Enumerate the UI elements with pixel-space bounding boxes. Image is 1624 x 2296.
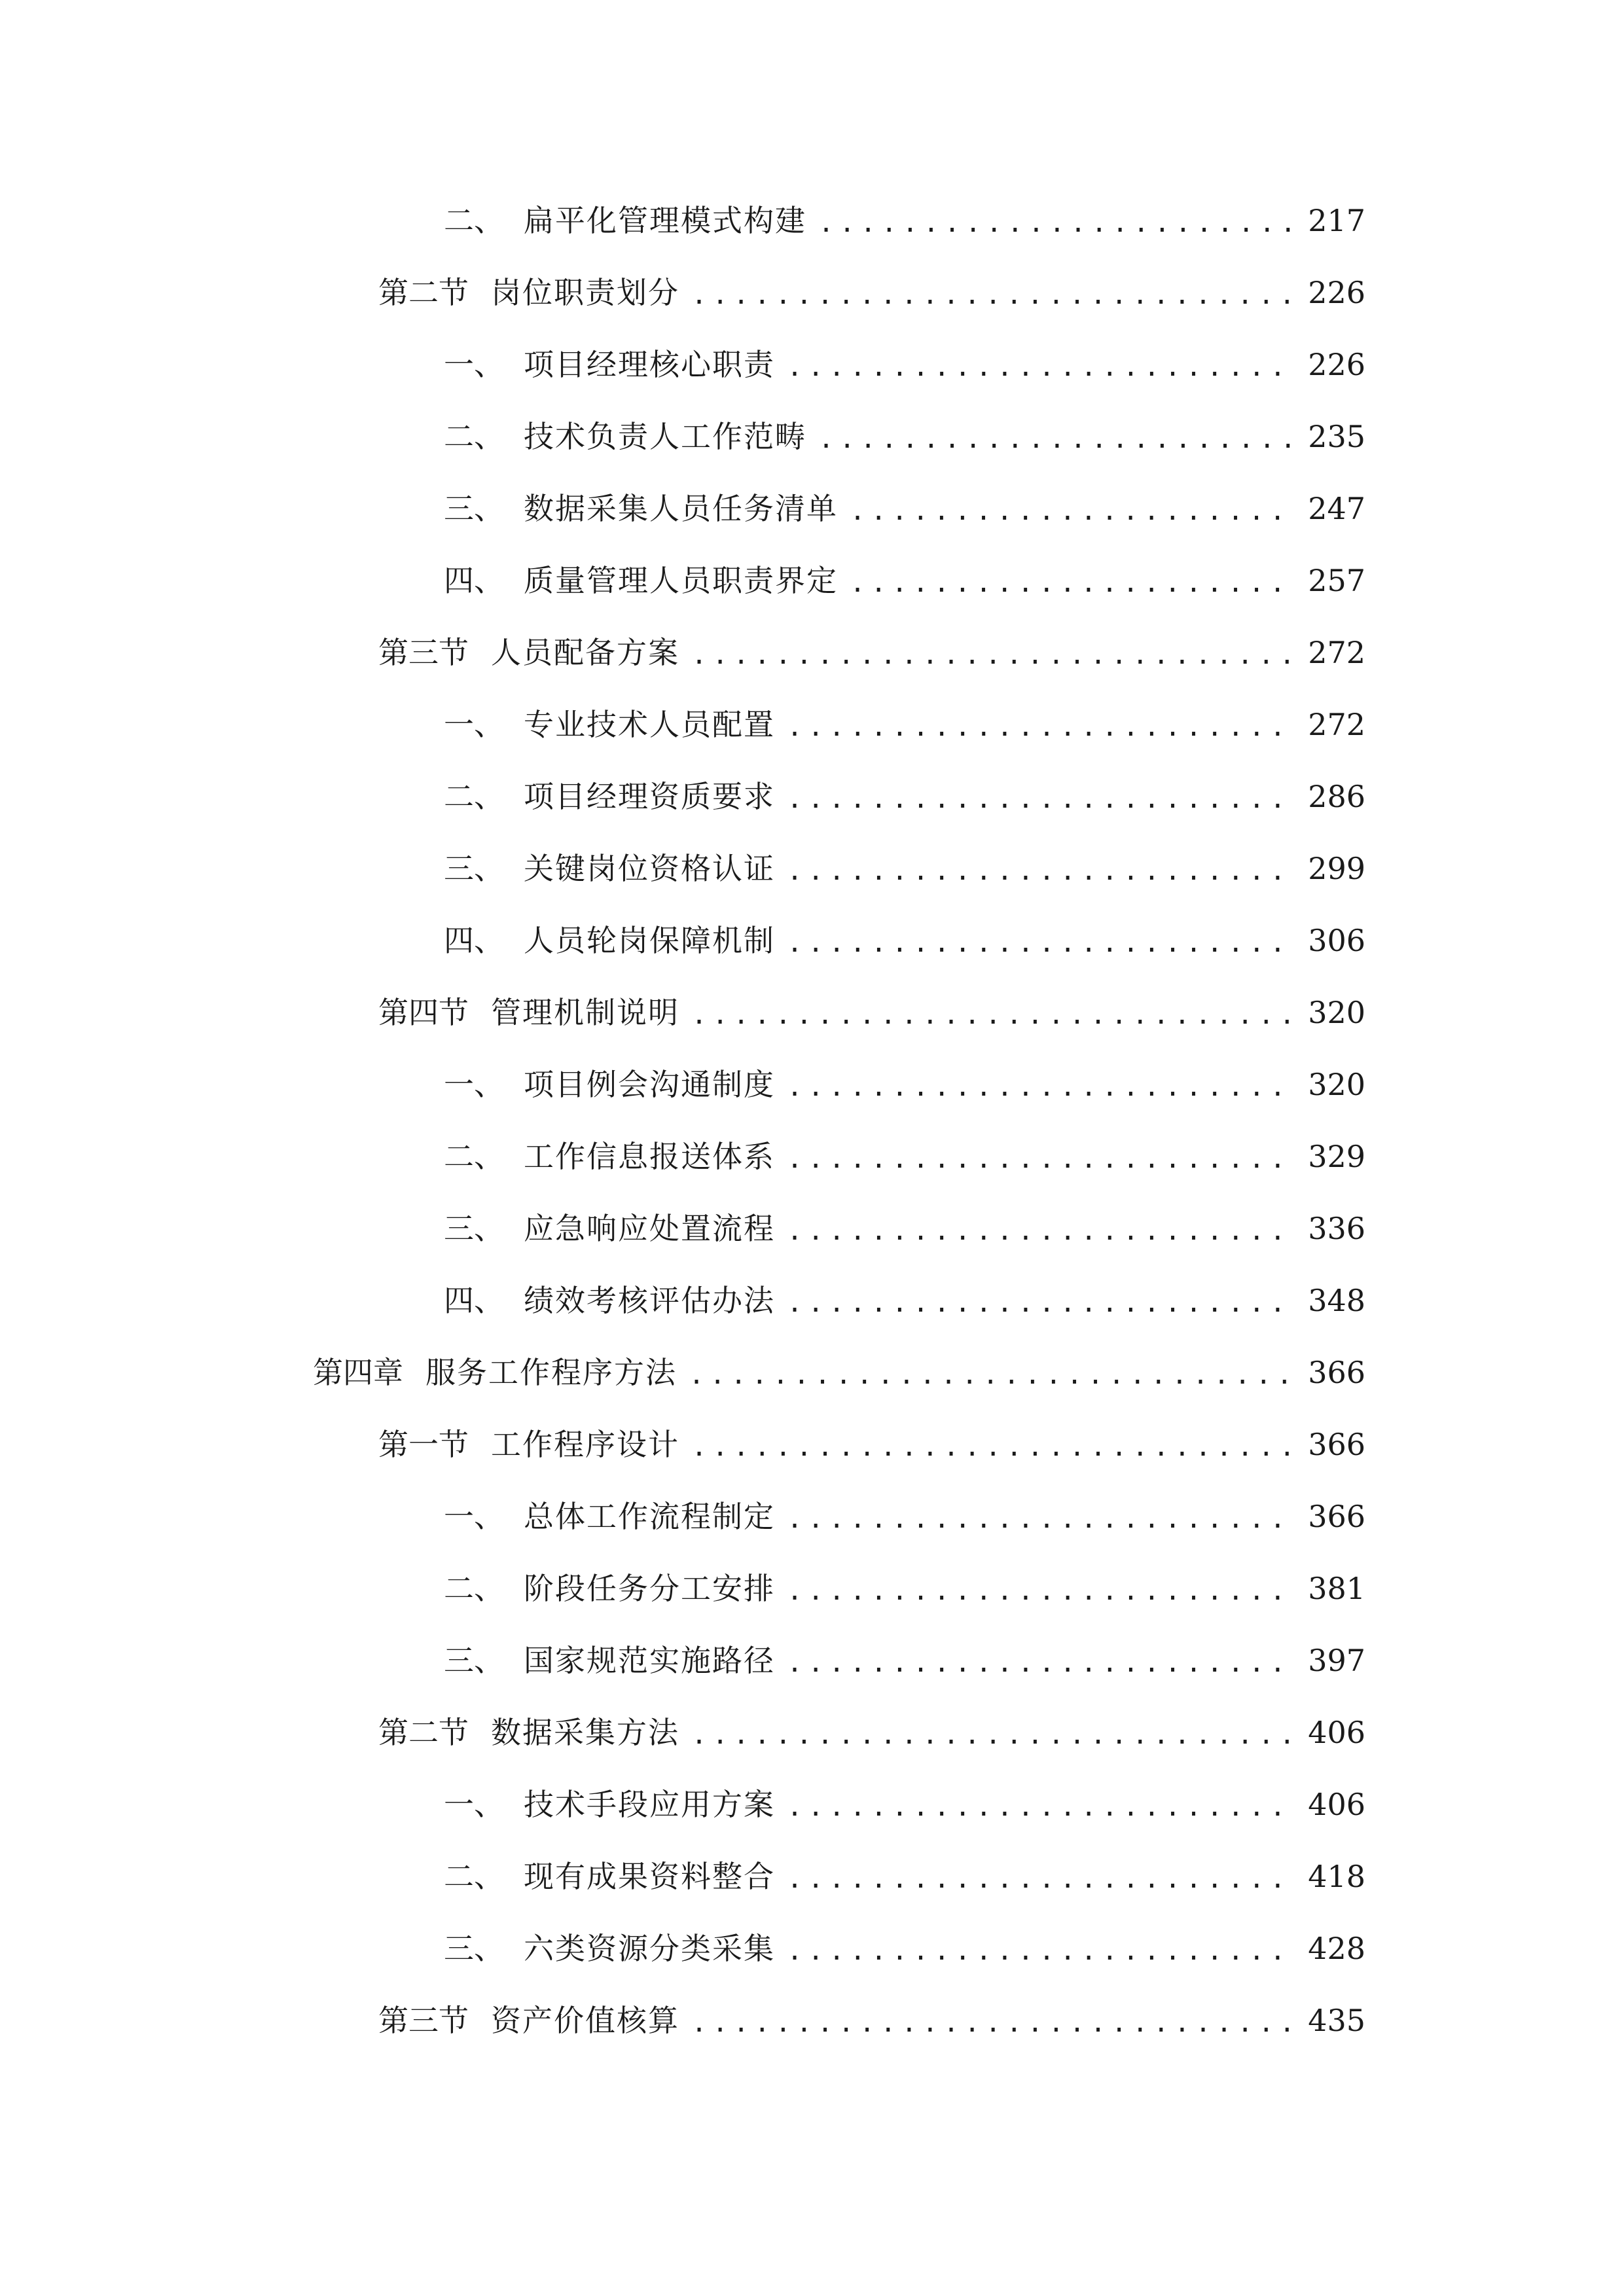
entry-title: 技术负责人工作范畴 bbox=[524, 419, 806, 454]
toc-entry[interactable] bbox=[444, 905, 1365, 977]
page-number: 406 bbox=[1308, 1787, 1365, 1822]
entry-title: 数据采集人员任务清单 bbox=[524, 491, 838, 526]
entry-number: 三、 bbox=[444, 1211, 504, 1246]
toc-entry[interactable] bbox=[444, 1265, 1365, 1336]
toc-entry[interactable] bbox=[378, 257, 1365, 329]
leader-dots bbox=[850, 498, 1293, 524]
page-number: 366 bbox=[1308, 1355, 1365, 1390]
page-number: 320 bbox=[1308, 995, 1365, 1030]
leader-dots bbox=[787, 1578, 1293, 1604]
entry-title: 项目经理资质要求 bbox=[524, 779, 775, 814]
entry-number: 二、 bbox=[444, 1571, 504, 1606]
toc-entry[interactable] bbox=[444, 1840, 1365, 1912]
toc-entry[interactable] bbox=[444, 545, 1365, 617]
entry-number: 一、 bbox=[444, 347, 504, 382]
entry-title: 项目经理核心职责 bbox=[524, 347, 775, 382]
toc-entry[interactable] bbox=[444, 1049, 1365, 1121]
entry-title: 数据采集方法 bbox=[491, 1715, 679, 1750]
leader-dots bbox=[787, 1506, 1293, 1532]
leader-dots bbox=[787, 1650, 1293, 1676]
entry-title: 应急响应处置流程 bbox=[524, 1211, 775, 1246]
toc-entry[interactable] bbox=[444, 185, 1365, 257]
entry-number: 四、 bbox=[444, 1283, 504, 1318]
page-number: 226 bbox=[1308, 347, 1365, 382]
page-number: 217 bbox=[1308, 203, 1365, 238]
toc-entry[interactable] bbox=[444, 473, 1365, 545]
leader-dots bbox=[691, 1722, 1293, 1748]
entry-title: 现有成果资料整合 bbox=[524, 1859, 775, 1894]
toc-entry[interactable] bbox=[444, 1624, 1365, 1696]
toc-entry[interactable] bbox=[444, 329, 1365, 401]
toc-entry[interactable] bbox=[378, 1984, 1365, 2056]
leader-dots bbox=[787, 1290, 1293, 1316]
page-number: 257 bbox=[1308, 563, 1365, 598]
leader-dots bbox=[787, 930, 1293, 956]
entry-number: 三、 bbox=[444, 1931, 504, 1966]
toc-entry[interactable] bbox=[444, 1768, 1365, 1840]
page-number: 235 bbox=[1308, 419, 1365, 454]
entry-title: 工作信息报送体系 bbox=[524, 1139, 775, 1174]
leader-dots bbox=[787, 1866, 1293, 1892]
leader-dots bbox=[691, 1434, 1293, 1460]
entry-number: 二、 bbox=[444, 203, 504, 238]
toc-entry[interactable] bbox=[444, 401, 1365, 473]
entry-title: 阶段任务分工安排 bbox=[524, 1571, 775, 1606]
page-number: 329 bbox=[1308, 1139, 1365, 1174]
page-number: 348 bbox=[1308, 1283, 1365, 1318]
entry-title: 扁平化管理模式构建 bbox=[524, 203, 806, 238]
entry-number: 三、 bbox=[444, 491, 504, 526]
leader-dots bbox=[787, 858, 1293, 884]
entry-number: 二、 bbox=[444, 779, 504, 814]
entry-title: 六类资源分类采集 bbox=[524, 1931, 775, 1966]
entry-number: 三、 bbox=[444, 851, 504, 886]
entry-number: 一、 bbox=[444, 707, 504, 742]
leader-dots bbox=[787, 786, 1293, 812]
leader-dots bbox=[818, 210, 1293, 236]
leader-dots bbox=[691, 1002, 1293, 1028]
entry-number: 二、 bbox=[444, 419, 504, 454]
entry-number: 一、 bbox=[444, 1787, 504, 1822]
toc-entry[interactable] bbox=[444, 689, 1365, 761]
page-number: 272 bbox=[1308, 635, 1365, 670]
entry-number: 第四节 bbox=[378, 995, 469, 1030]
entry-title: 项目例会沟通制度 bbox=[524, 1067, 775, 1102]
entry-number: 第一节 bbox=[378, 1427, 469, 1462]
leader-dots bbox=[787, 354, 1293, 380]
toc-entry[interactable] bbox=[313, 1336, 1365, 1408]
page-number: 286 bbox=[1308, 779, 1365, 814]
toc-entry[interactable] bbox=[444, 761, 1365, 833]
toc-entry[interactable] bbox=[444, 1480, 1365, 1552]
page-number: 272 bbox=[1308, 707, 1365, 742]
toc-entry[interactable] bbox=[378, 617, 1365, 689]
page-number: 397 bbox=[1308, 1643, 1365, 1678]
toc-entry[interactable] bbox=[378, 977, 1365, 1049]
entry-title: 质量管理人员职责界定 bbox=[524, 563, 838, 598]
entry-number: 第二节 bbox=[378, 275, 469, 310]
entry-title: 关键岗位资格认证 bbox=[524, 851, 775, 886]
entry-title: 国家规范实施路径 bbox=[524, 1643, 775, 1678]
entry-number: 一、 bbox=[444, 1499, 504, 1534]
entry-title: 绩效考核评估办法 bbox=[524, 1283, 775, 1318]
entry-number: 第二节 bbox=[378, 1715, 469, 1750]
page-number: 428 bbox=[1308, 1931, 1365, 1966]
leader-dots bbox=[691, 282, 1293, 308]
page-number: 306 bbox=[1308, 923, 1365, 958]
leader-dots bbox=[787, 1146, 1293, 1172]
leader-dots bbox=[787, 714, 1293, 740]
leader-dots bbox=[850, 570, 1293, 596]
entry-title: 总体工作流程制定 bbox=[524, 1499, 775, 1534]
entry-number: 四、 bbox=[444, 563, 504, 598]
entry-title: 工作程序设计 bbox=[491, 1427, 679, 1462]
page-number: 226 bbox=[1308, 275, 1365, 310]
toc-entry[interactable] bbox=[444, 1193, 1365, 1265]
entry-title: 资产价值核算 bbox=[491, 2003, 679, 2038]
page-number: 366 bbox=[1308, 1427, 1365, 1462]
toc-entry[interactable] bbox=[378, 1696, 1365, 1768]
entry-number: 二、 bbox=[444, 1859, 504, 1894]
entry-number: 第三节 bbox=[378, 635, 469, 670]
toc-entry[interactable] bbox=[444, 1121, 1365, 1193]
entry-title: 专业技术人员配置 bbox=[524, 707, 775, 742]
toc-entry[interactable] bbox=[444, 1912, 1365, 1984]
entry-title: 服务工作程序方法 bbox=[425, 1355, 677, 1390]
leader-dots bbox=[787, 1794, 1293, 1820]
toc-entry[interactable] bbox=[444, 833, 1365, 905]
entry-number: 第三节 bbox=[378, 2003, 469, 2038]
entry-title: 岗位职责划分 bbox=[491, 275, 679, 310]
page-number: 247 bbox=[1308, 491, 1365, 526]
leader-dots bbox=[787, 1938, 1293, 1964]
leader-dots bbox=[818, 426, 1293, 452]
leader-dots bbox=[689, 1362, 1293, 1388]
entry-number: 二、 bbox=[444, 1139, 504, 1174]
page-number: 406 bbox=[1308, 1715, 1365, 1750]
leader-dots bbox=[691, 642, 1293, 668]
toc-entry[interactable] bbox=[378, 1408, 1365, 1480]
page-number: 320 bbox=[1308, 1067, 1365, 1102]
entry-title: 人员轮岗保障机制 bbox=[524, 923, 775, 958]
page-number: 435 bbox=[1308, 2003, 1365, 2038]
page-number: 381 bbox=[1308, 1571, 1365, 1606]
page-number: 418 bbox=[1308, 1859, 1365, 1894]
entry-number: 一、 bbox=[444, 1067, 504, 1102]
entry-number: 四、 bbox=[444, 923, 504, 958]
leader-dots bbox=[691, 2010, 1293, 2036]
page-number: 336 bbox=[1308, 1211, 1365, 1246]
entry-number: 三、 bbox=[444, 1643, 504, 1678]
entry-number: 第四章 bbox=[313, 1355, 403, 1390]
toc-entry[interactable] bbox=[444, 1552, 1365, 1624]
leader-dots bbox=[787, 1074, 1293, 1100]
entry-title: 技术手段应用方案 bbox=[524, 1787, 775, 1822]
page-number: 299 bbox=[1308, 851, 1365, 886]
entry-title: 人员配备方案 bbox=[491, 635, 679, 670]
page-number: 366 bbox=[1308, 1499, 1365, 1534]
entry-title: 管理机制说明 bbox=[491, 995, 679, 1030]
leader-dots bbox=[787, 1218, 1293, 1244]
